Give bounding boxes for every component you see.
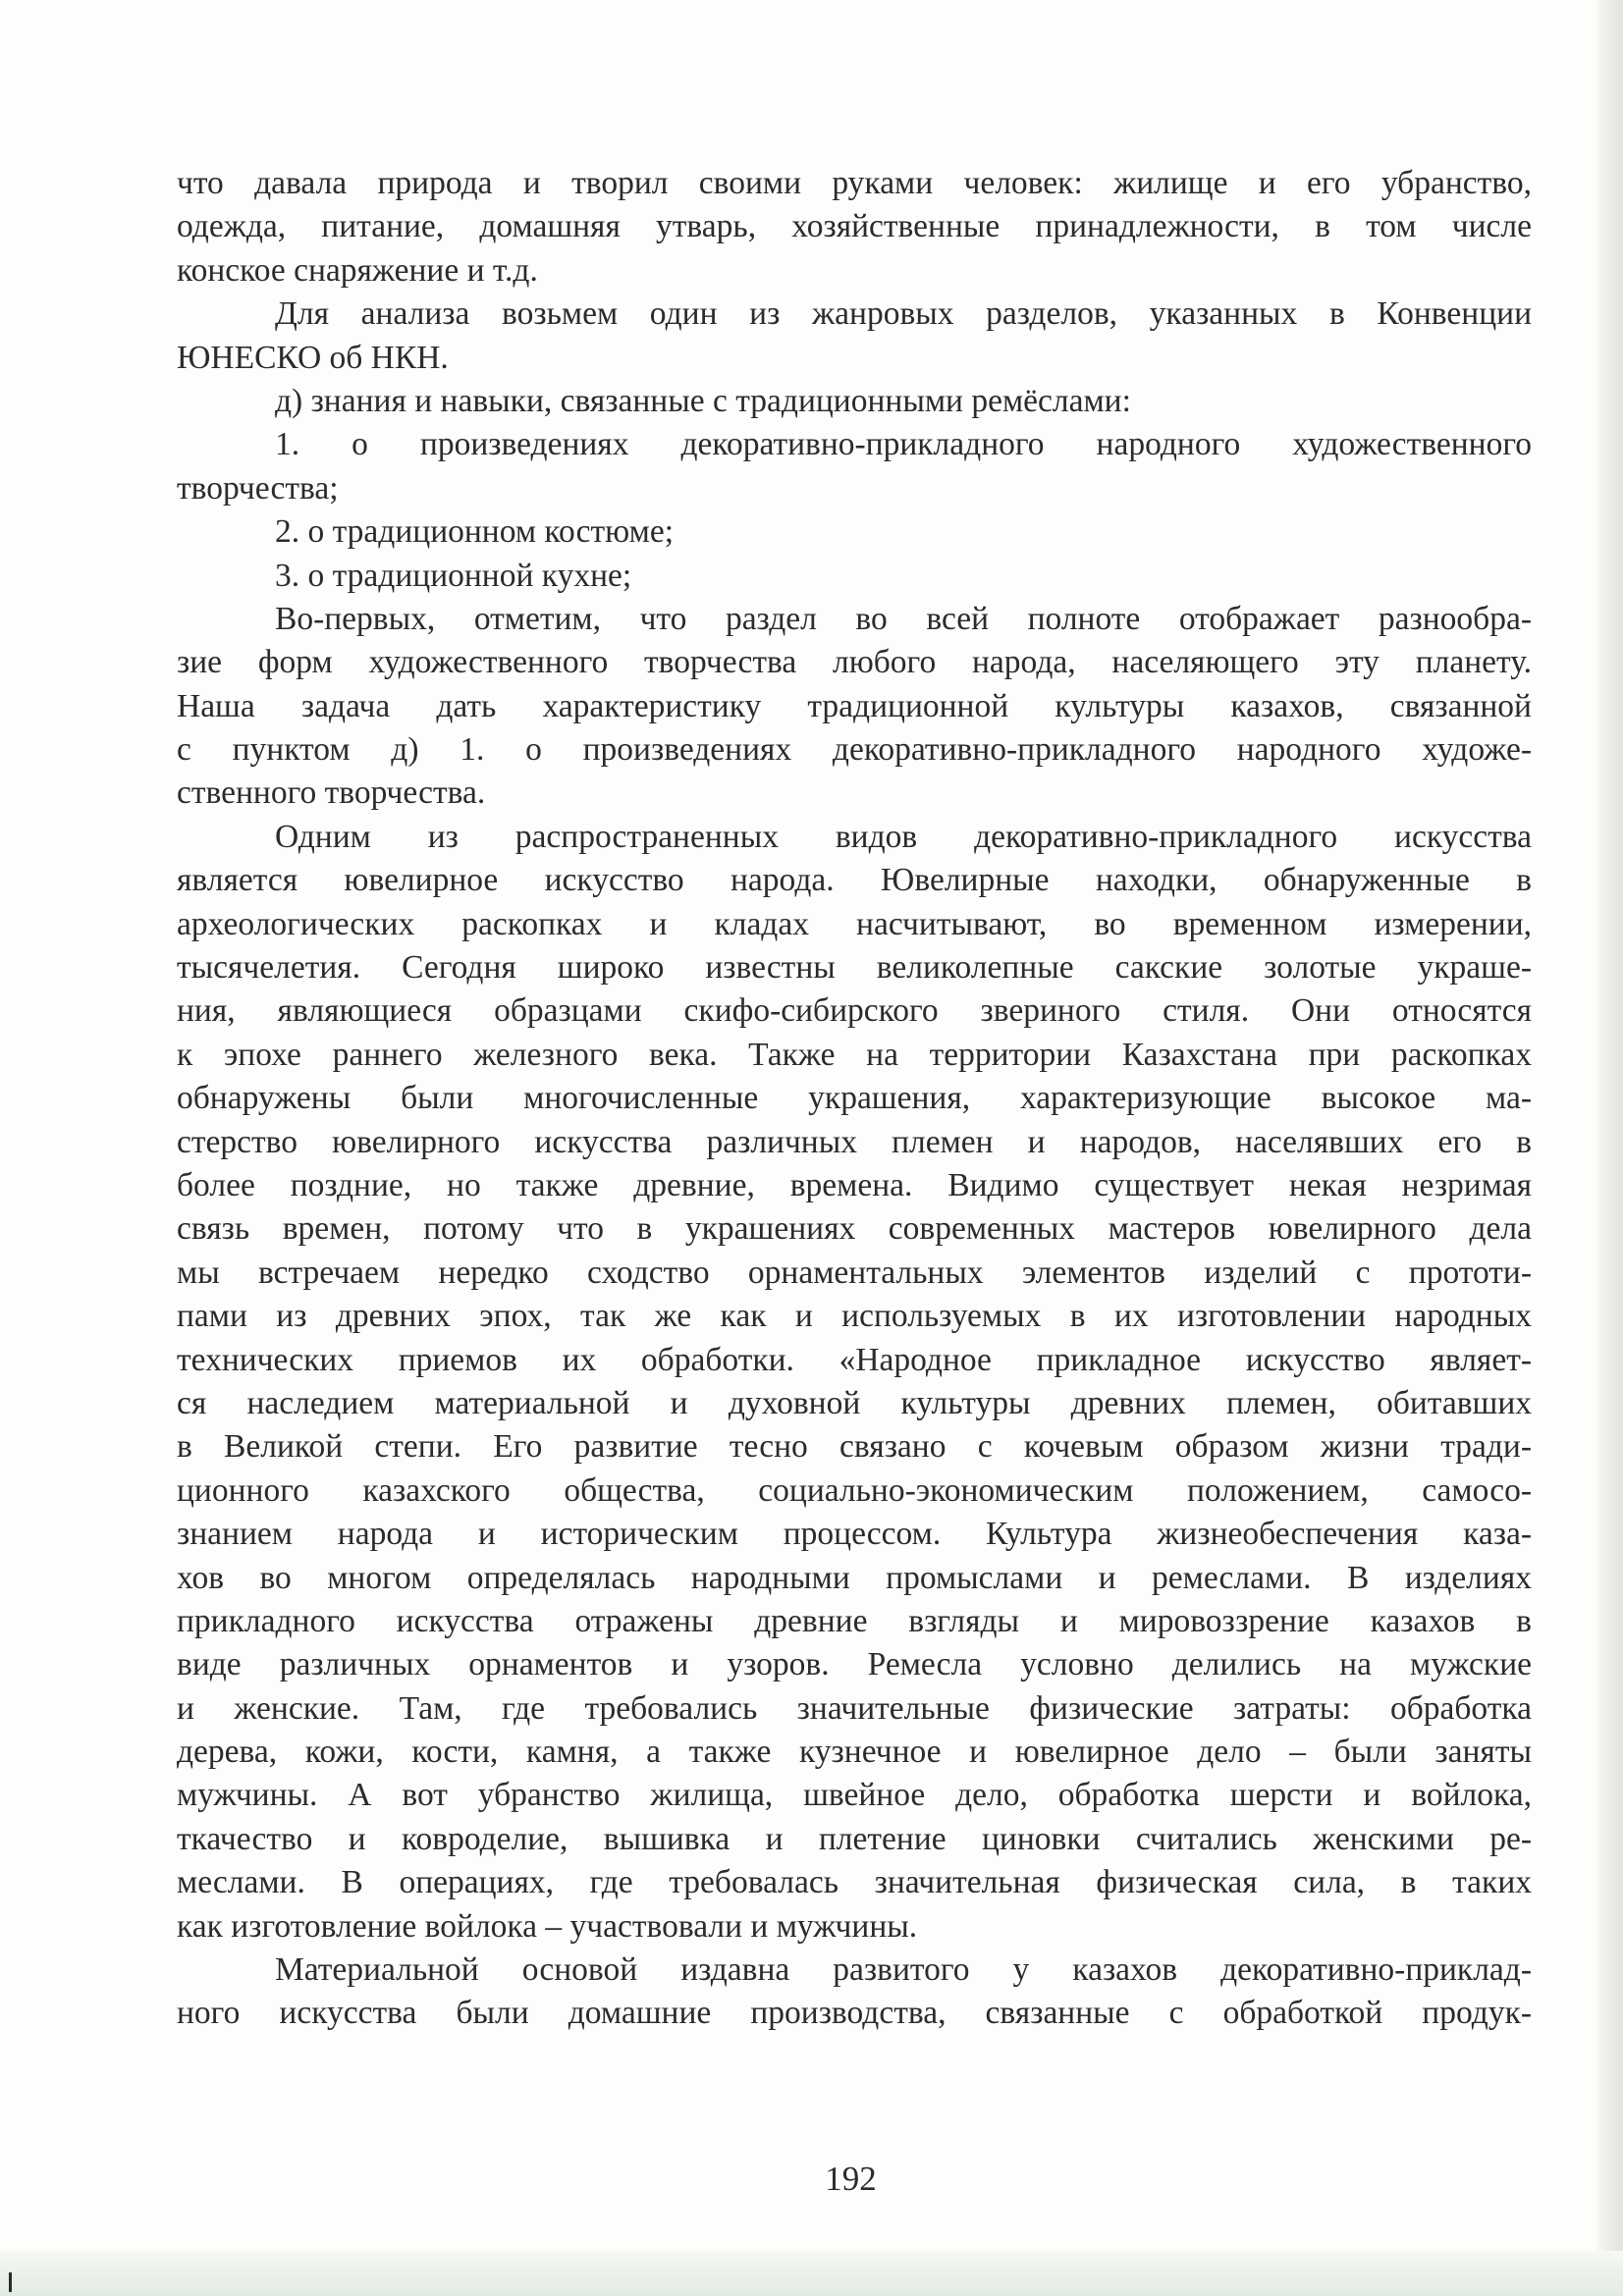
text-line: ткачество и ковроделие, вышивка и плетение циновки считались женскими ре- [177, 1820, 1532, 1857]
text-line: к эпохе раннего железного века. Также на территории Казахстана при раскопках [177, 1036, 1532, 1073]
text-line: что давала природа и творил своими руками человек: жилище и его убранство, [177, 165, 1532, 201]
text-line: ЮНЕСКО об НКН. [177, 339, 449, 376]
text-line: виде различных орнаментов и узоров. Ремесла условно делились на мужские [177, 1646, 1532, 1683]
text-line: конское снаряжение и т.д. [177, 251, 538, 289]
text-line: творчества; [177, 469, 339, 507]
text-line: 2. о традиционном костюме; [275, 513, 675, 551]
text-line: является ювелирное искусство народа. Ювелирные находки, обнаруженные в [177, 862, 1532, 899]
text-line: ного искусства были домашние производства, связанные с обработкой продук- [177, 1995, 1532, 2032]
text-line: связь времен, потому что в украшениях современных мастеров ювелирного дела [177, 1210, 1532, 1248]
text-line: в Великой степи. Его развитие тесно связано с кочевым образом жизни тради- [177, 1428, 1532, 1466]
text-line: более поздние, но также древние, времена. Видимо существует некая незримая [177, 1166, 1532, 1203]
text-line: Для анализа возьмем один из жанровых разделов, указанных в Конвенции [275, 295, 1532, 333]
scan-mark [9, 2272, 12, 2292]
body-text [177, 162, 1532, 2036]
text-line: Материальной основой издавна развитого у казахов декоративно-приклад- [275, 1951, 1532, 1989]
text-line: ционного казахского общества, социально-экономическим положением, самосо- [177, 1471, 1532, 1509]
text-line: технических приемов их обработки. «Народное прикладное искусство являет- [177, 1341, 1532, 1378]
text-line: с пунктом д) 1. о произведениях декоративно-прикладного народного художе- [177, 731, 1532, 769]
text-line: одежда, питание, домашняя утварь, хозяйственные принадлежности, в том числе [177, 208, 1532, 245]
text-line: 1. о произведениях декоративно-прикладного народного художественного [275, 426, 1532, 463]
text-line: хов во многом определялась народными промыслами и ремеслами. В изделиях [177, 1559, 1532, 1596]
scan-edge [1597, 0, 1623, 2296]
page-number: 192 [825, 2160, 877, 2198]
text-line: ся наследием материальной и духовной культуры древних племен, обитавших [177, 1384, 1532, 1421]
text-line: зие форм художественного творчества любого народа, населяющего эту планету. [177, 644, 1532, 681]
text-line: д) знания и навыки, связанные с традиционными ремёслами: [275, 382, 1131, 419]
text-line: знанием народа и историческим процессом. Культура жизнеобеспечения каза- [177, 1516, 1532, 1553]
text-line: прикладного искусства отражены древние взгляды и мировоззрение казахов в [177, 1602, 1532, 1639]
text-line: стерство ювелирного искусства различных племен и народов, населявших его в [177, 1123, 1532, 1160]
text-line: тысячелетия. Сегодня широко известны великолепные сакские золотые украше- [177, 949, 1532, 987]
text-line: ственного творчества. [177, 774, 486, 812]
text-line: Наша задача дать характеристику традиционной культуры казахов, связанной [177, 687, 1532, 724]
text-line: пами из древних эпох, так же как и используемых в их изготовлении народных [177, 1298, 1532, 1335]
text-line: мужчины. А вот убранство жилища, швейное дело, обработка шерсти и войлока, [177, 1777, 1532, 1814]
text-line: как изготовление войлока – участвовали и мужчины. [177, 1907, 918, 1945]
text-line: археологических раскопках и кладах насчитывают, во временном измерении, [177, 905, 1532, 942]
text-line: дерева, кожи, кости, камня, а также кузнечное и ювелирное дело – были заняты [177, 1734, 1532, 1771]
text-line: ния, являющиеся образцами скифо-сибирского звериного стиля. Они относятся [177, 992, 1532, 1030]
text-line: 3. о традиционной кухне; [275, 557, 632, 594]
text-line: меслами. В операциях, где требовалась значительная физическая сила, в таких [177, 1864, 1532, 1901]
text-line: мы встречаем нередко сходство орнаментальных элементов изделий с прототи- [177, 1254, 1532, 1291]
text-line: и женские. Там, где требовались значительные физические затраты: обработка [177, 1689, 1532, 1727]
text-line: Во-первых, отметим, что раздел во всей полноте отображает разнообра- [275, 600, 1532, 637]
scan-bottom-strip [0, 2251, 1623, 2296]
text-line: обнаружены были многочисленные украшения, характеризующие высокое ма- [177, 1080, 1532, 1117]
text-line: Одним из распространенных видов декоративно-прикладного искусства [275, 818, 1532, 855]
